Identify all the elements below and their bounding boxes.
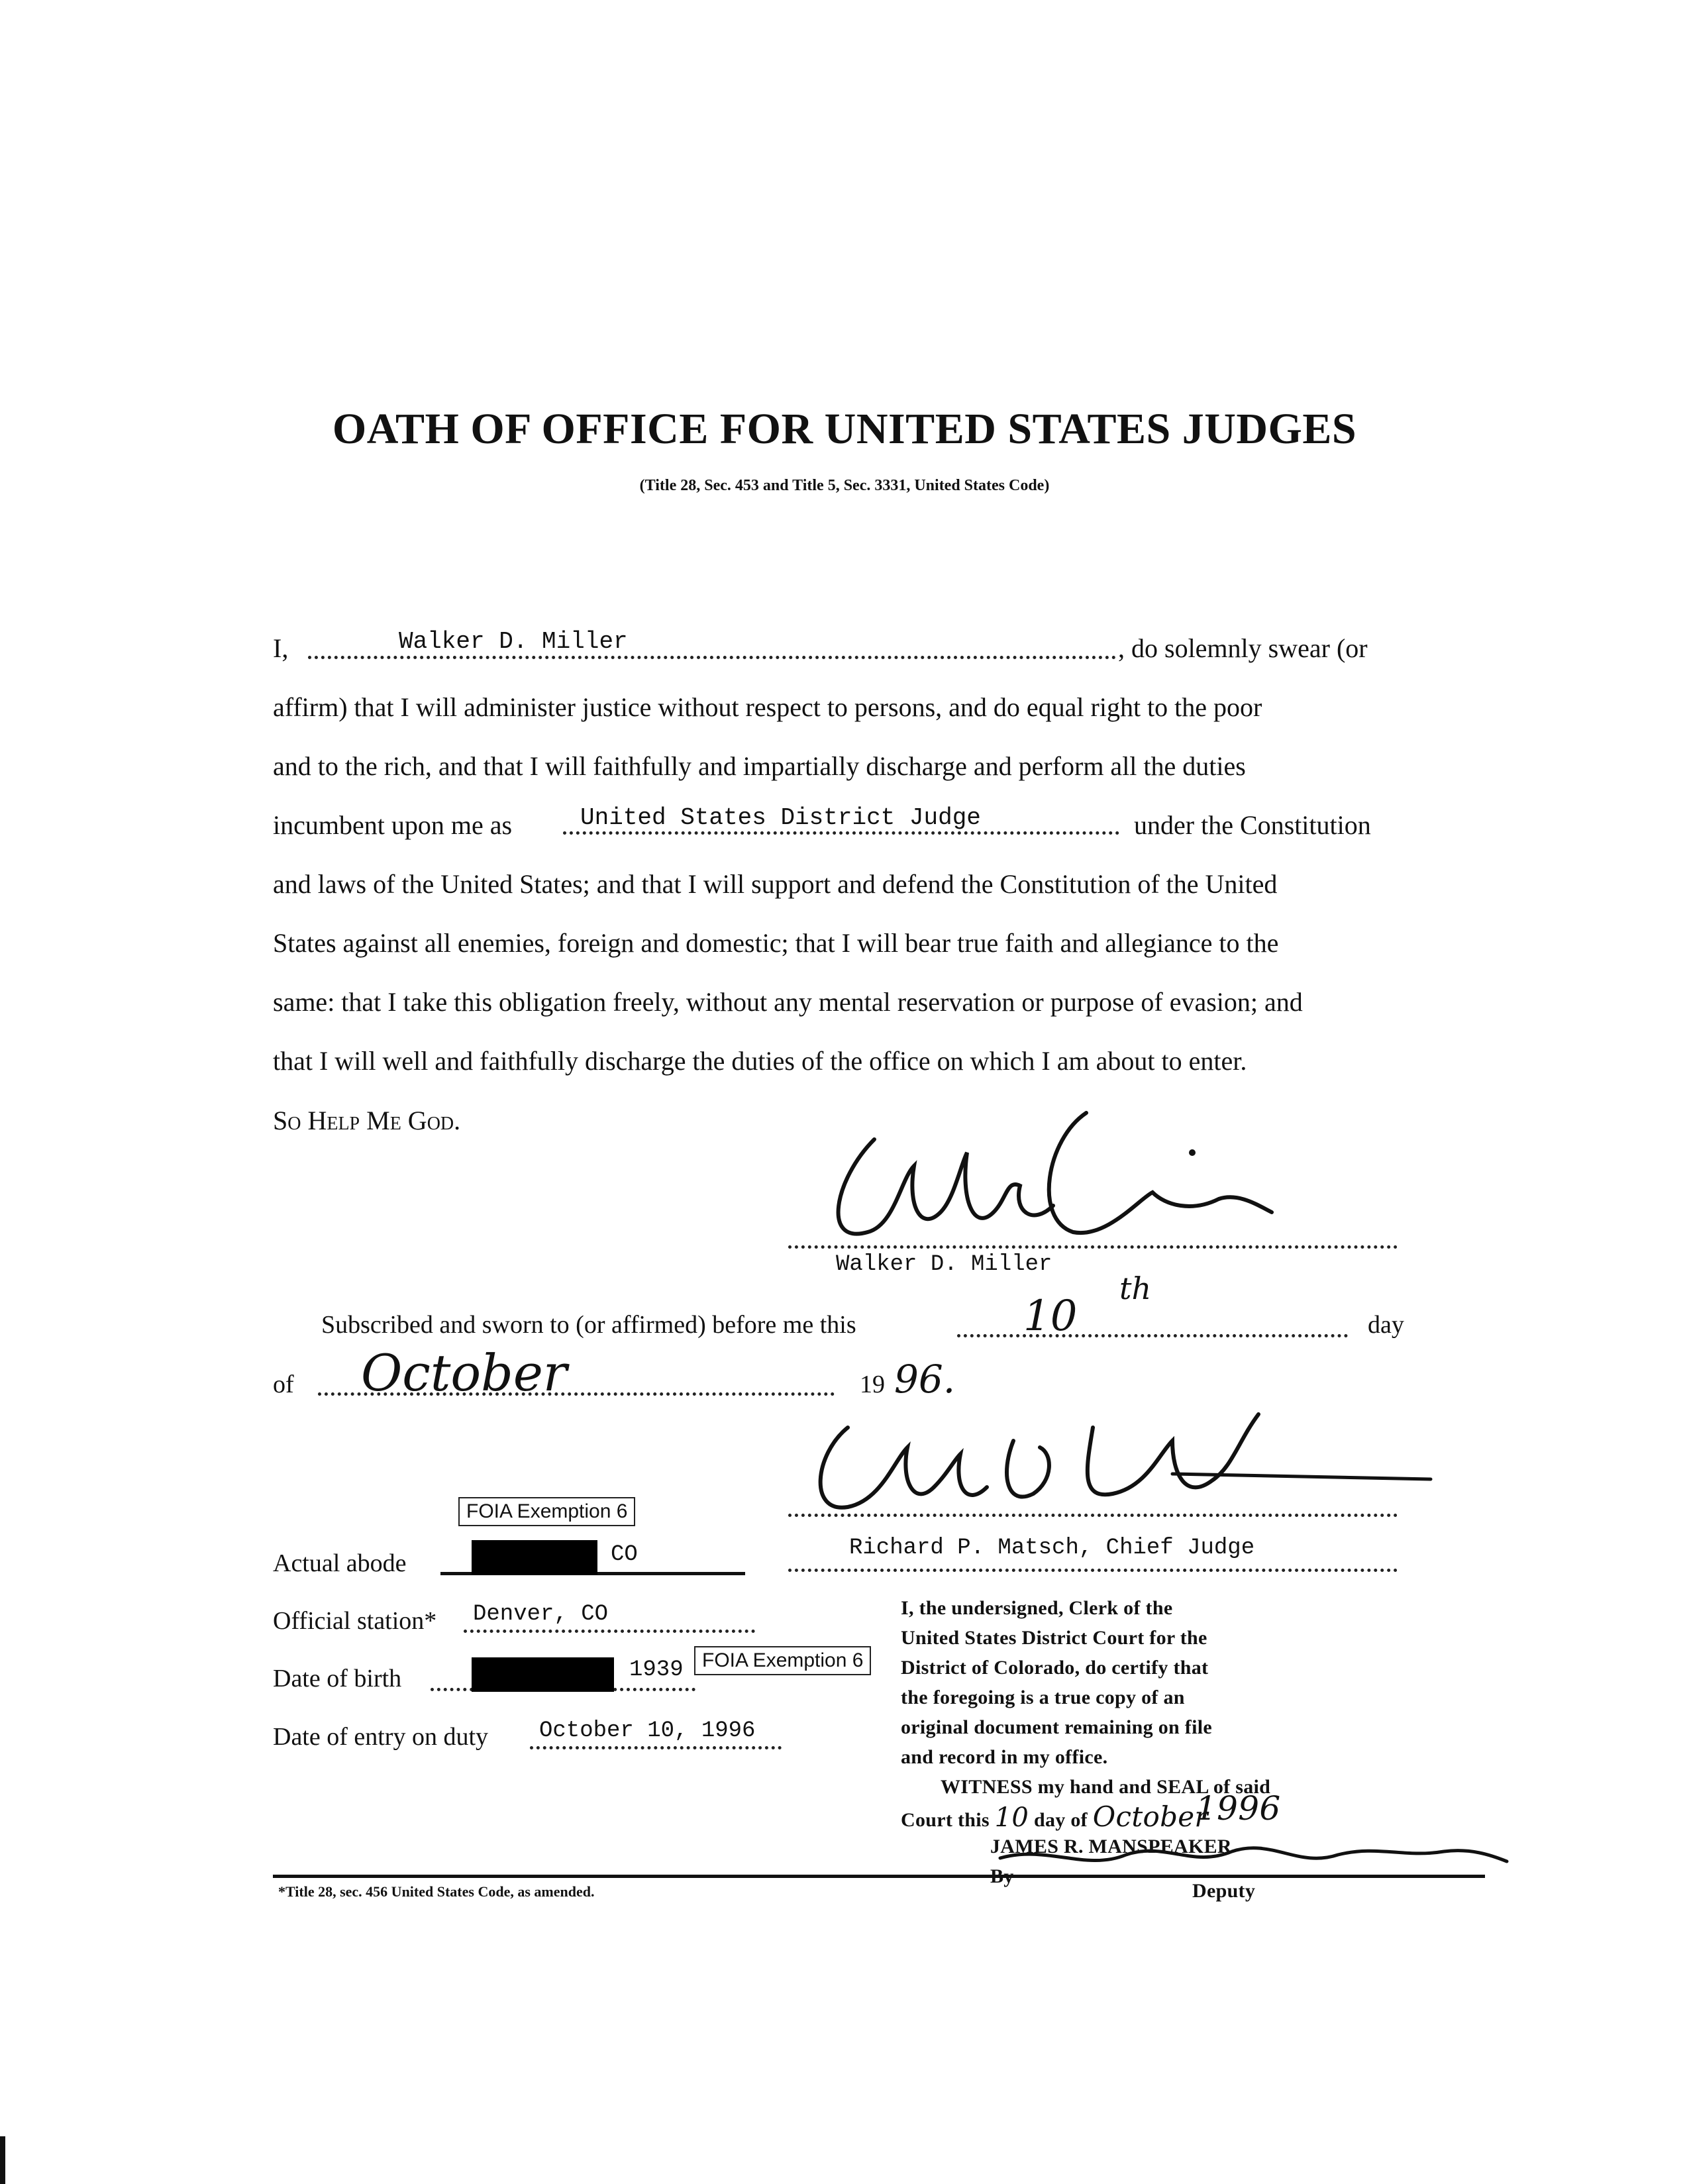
name-fill-line xyxy=(308,656,1116,659)
station-fill-line xyxy=(464,1630,755,1633)
cert-line-5: original document remaining on file xyxy=(901,1716,1212,1738)
cert-year-handwritten: 1996 xyxy=(1196,1789,1281,1828)
station-label: Official station* xyxy=(273,1607,437,1635)
entry-label: Date of entry on duty xyxy=(273,1723,489,1751)
oath-line-6: States against all enemies, foreign and domestic; that I will bear true faith and allegiance to the xyxy=(273,928,1279,958)
oath-pronoun: I, xyxy=(273,633,289,663)
cert-line-2: United States District Court for the xyxy=(901,1627,1207,1649)
position-fill-line xyxy=(563,831,1119,835)
cert-day-handwritten: 10 xyxy=(994,1802,1029,1833)
chief-judge-signature-icon xyxy=(801,1401,1437,1527)
day-handwritten: 10 xyxy=(1023,1292,1078,1341)
cert-deputy-word: Deputy xyxy=(1192,1880,1256,1902)
chief-judge-signature-line xyxy=(788,1514,1398,1517)
cert-line-8 xyxy=(901,1789,1298,1833)
day-word: day xyxy=(1368,1311,1404,1339)
birth-label: Date of birth xyxy=(273,1665,402,1692)
sworn-lead-text: Subscribed and sworn to (or affirmed) before me this xyxy=(321,1311,856,1339)
footnote-rule xyxy=(273,1875,1485,1878)
statute-citation: (Title 28, Sec. 453 and Title 5, Sec. 3331, United States Code) xyxy=(639,477,1050,494)
judge-name-printed: Walker D. Miller xyxy=(836,1252,1052,1277)
footnote-text: *Title 28, sec. 456 United States Code, as amended. xyxy=(278,1883,595,1900)
foia-exemption-label-2: FOIA Exemption 6 xyxy=(694,1646,871,1675)
document-title: OATH OF OFFICE FOR UNITED STATES JUDGES xyxy=(332,405,1357,453)
judge-name-typed: Walker D. Miller xyxy=(396,628,631,655)
foia-exemption-label-1: FOIA Exemption 6 xyxy=(458,1497,635,1526)
birth-redaction-block xyxy=(472,1657,614,1692)
abode-value: CO xyxy=(611,1542,638,1567)
cert-line-7: WITNESS my hand and SEAL of said xyxy=(941,1776,1271,1798)
entry-value: October 10, 1996 xyxy=(537,1718,758,1743)
oath-line-3: and to the rich, and that I will faithfully and impartially discharge and perform all the duties xyxy=(273,751,1246,781)
deputy-signature-icon xyxy=(994,1832,1510,1891)
abode-redaction-block xyxy=(472,1540,597,1575)
cert-court-this: Court this xyxy=(901,1809,990,1831)
birth-year-value: 1939 xyxy=(629,1657,684,1683)
of-word: of xyxy=(273,1371,294,1398)
cert-line-6: and record in my office. xyxy=(901,1746,1108,1768)
month-handwritten: October xyxy=(361,1343,568,1402)
oath-line-5: and laws of the United States; and that I will support and defend the Constitution of the United xyxy=(273,869,1278,899)
judge-signature-line xyxy=(788,1245,1398,1249)
station-value: Denver, CO xyxy=(470,1602,611,1627)
oath-line-8: that I will well and faithfully discharge the duties of the office on which I am about to enter. xyxy=(273,1046,1247,1076)
oath-line-4-end: under the Constitution xyxy=(1134,810,1371,840)
chief-judge-name-printed: Richard P. Matsch, Chief Judge xyxy=(846,1535,1257,1561)
day-fill-line xyxy=(957,1334,1348,1337)
cert-clerk-name: JAMES R. MANSPEAKER xyxy=(990,1836,1232,1857)
cert-month-handwritten: October xyxy=(1092,1800,1208,1833)
oath-line-7: same: that I take this obligation freely, without any mental reservation or purpose of evasion; and xyxy=(273,987,1303,1017)
abode-label: Actual abode xyxy=(273,1549,407,1577)
scan-edge-mark xyxy=(0,2136,5,2184)
cert-day-of: day of xyxy=(1033,1809,1088,1831)
oath-closing: So Help Me God. xyxy=(273,1106,461,1135)
entry-fill-line xyxy=(530,1746,782,1749)
position-typed: United States District Judge xyxy=(578,804,984,831)
cert-line-1: I, the undersigned, Clerk of the xyxy=(901,1597,1173,1619)
chief-judge-name-line xyxy=(788,1569,1398,1572)
oath-line-4-start: incumbent upon me as xyxy=(273,810,513,840)
year-handwritten: 96. xyxy=(894,1357,956,1402)
year-prefix: 19 xyxy=(860,1371,885,1398)
cert-line-3: District of Colorado, do certify that xyxy=(901,1657,1209,1679)
cert-line-4: the foregoing is a true copy of an xyxy=(901,1687,1185,1708)
cert-by-word: By xyxy=(990,1865,1014,1887)
oath-line-1-end: , do solemnly swear (or xyxy=(1118,633,1368,663)
oath-line-2: affirm) that I will administer justice without respect to persons, and do equal right to the poor xyxy=(273,692,1262,722)
day-suffix-handwritten: th xyxy=(1119,1271,1152,1306)
